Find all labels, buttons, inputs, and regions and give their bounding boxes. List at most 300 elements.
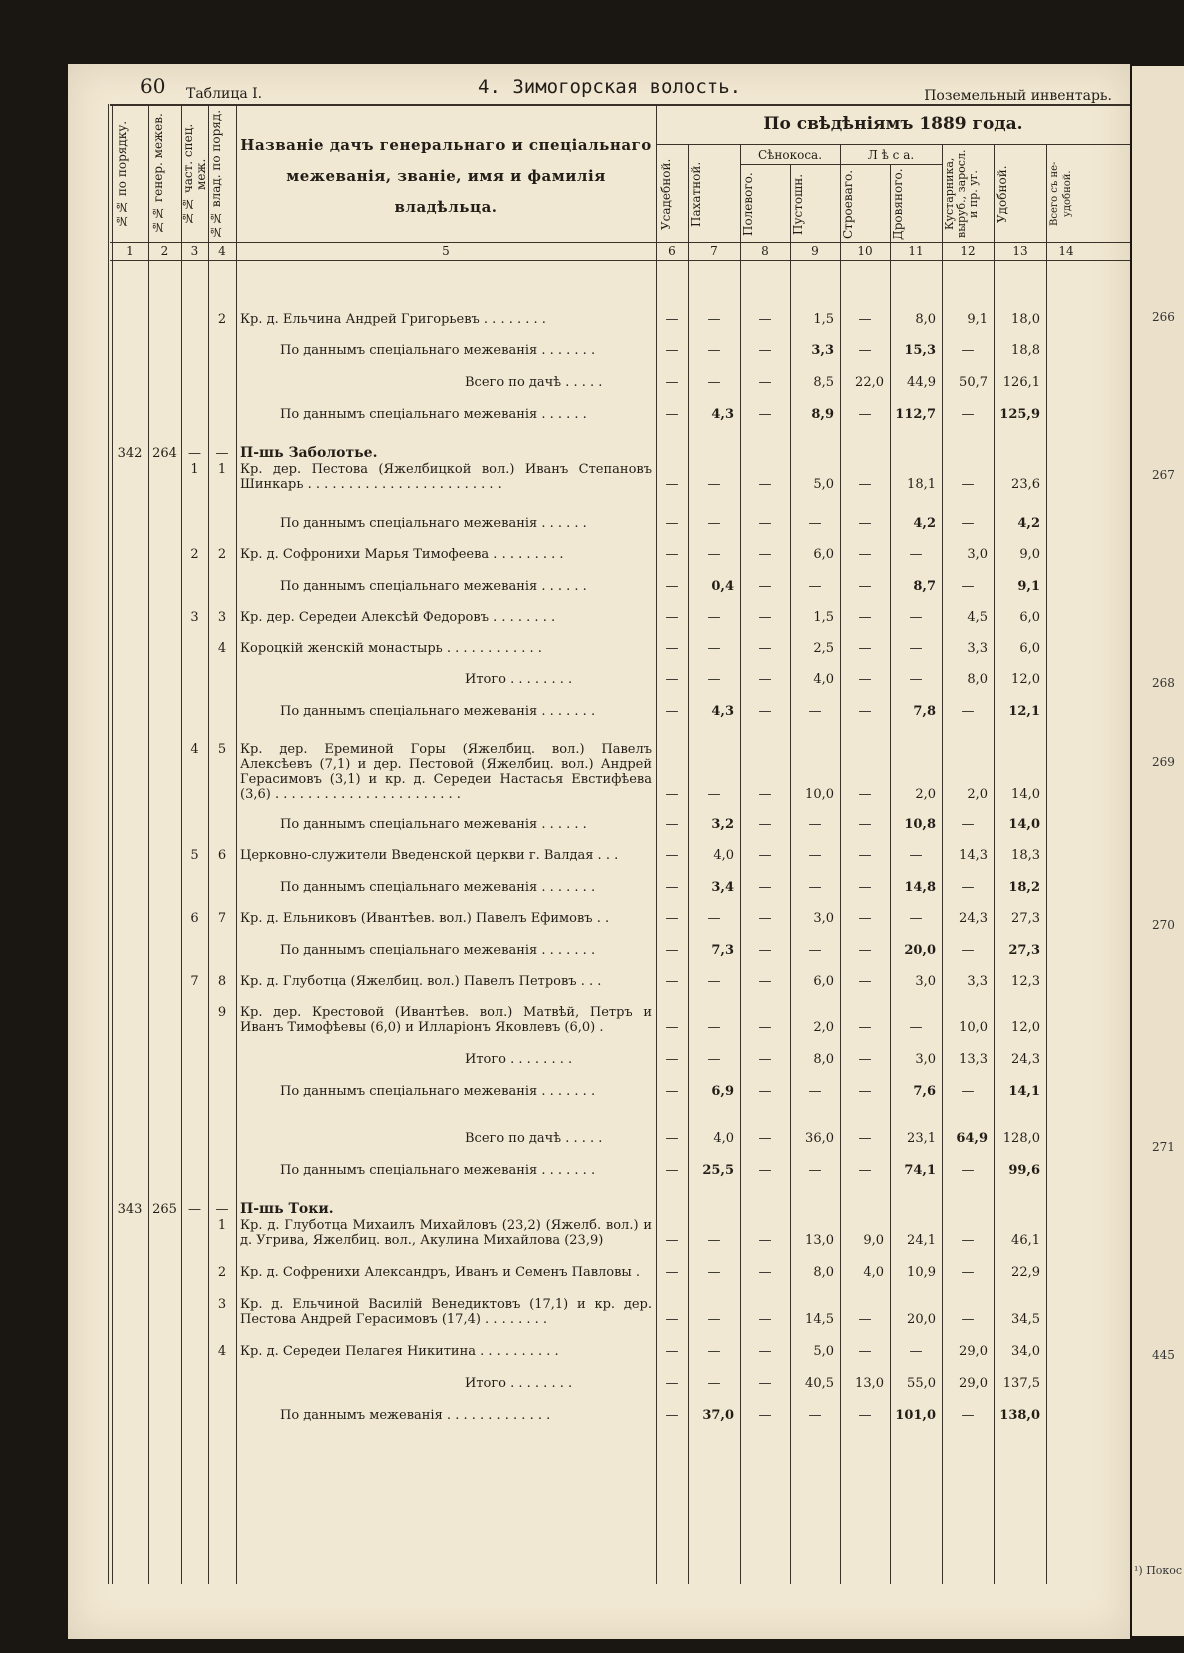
- owner-name: Кр. дер. Середеи Алексѣй Федоровъ . . . . . . . .: [240, 610, 556, 625]
- row-index-c4: 9: [217, 1005, 227, 1020]
- value-col-10: —: [858, 787, 872, 802]
- value-col-9: —: [808, 848, 822, 863]
- value-col-11: 15,3: [904, 343, 936, 358]
- value-col-10: —: [858, 641, 872, 656]
- header-col-12: Кустарника, выруб., заросл. и пр. уг.: [943, 149, 980, 239]
- value-col-8: —: [758, 943, 772, 958]
- value-col-7: 4,3: [711, 407, 734, 422]
- value-col-8: —: [758, 641, 772, 656]
- value-col-11: 10,9: [907, 1265, 936, 1280]
- value-col-10: —: [858, 1163, 872, 1178]
- row-index-c3: 5: [190, 848, 199, 863]
- owner-name: По даннымъ спеціальнаго межеванія . . . . . .: [280, 817, 587, 832]
- value-col-10: —: [858, 848, 872, 863]
- value-col-13: 46,1: [1011, 1233, 1040, 1248]
- value-col-13: 6,0: [1019, 641, 1040, 656]
- value-col-7: —: [707, 547, 721, 562]
- row-index-c4: 4: [217, 641, 227, 656]
- value-col-6: —: [665, 817, 679, 832]
- value-col-9: —: [808, 1084, 822, 1099]
- value-col-10: —: [858, 1344, 872, 1359]
- value-col-12: 4,5: [967, 610, 988, 625]
- value-col-11: —: [909, 641, 923, 656]
- column-number-3: 3: [190, 244, 199, 258]
- value-col-7: —: [707, 312, 721, 327]
- value-col-11: —: [909, 848, 923, 863]
- value-col-7: 4,0: [713, 1131, 734, 1146]
- value-col-9: 2,0: [813, 1020, 834, 1035]
- row-index-c3: 2: [190, 547, 199, 562]
- value-col-8: —: [758, 343, 772, 358]
- value-col-11: 14,8: [904, 880, 936, 895]
- value-col-7: —: [707, 375, 721, 390]
- value-col-9: —: [808, 880, 822, 895]
- value-col-12: —: [961, 1233, 975, 1248]
- owner-name: Итого . . . . . . . .: [465, 672, 573, 687]
- value-col-13: 18,8: [1011, 343, 1040, 358]
- row-index-c4: 1: [217, 462, 227, 477]
- value-col-9: —: [808, 943, 822, 958]
- column-number-2: 2: [160, 244, 169, 258]
- adjacent-row-number: 268: [1152, 676, 1175, 690]
- row-index-c4: 7: [217, 911, 227, 926]
- value-col-12: 50,7: [959, 375, 988, 390]
- value-col-11: 112,7: [895, 407, 936, 422]
- value-col-10: —: [858, 1052, 872, 1067]
- value-col-11: 4,2: [913, 516, 936, 531]
- value-col-6: —: [665, 1312, 679, 1327]
- owner-name: По даннымъ спеціальнаго межеванія . . . . . . .: [280, 943, 596, 958]
- value-col-6: —: [665, 579, 679, 594]
- value-col-9: —: [808, 1163, 822, 1178]
- value-col-8: —: [758, 1020, 772, 1035]
- header-col-1: №№ по порядку.: [115, 120, 129, 228]
- value-col-7: —: [707, 974, 721, 989]
- row-index-c4: 4: [217, 1344, 227, 1359]
- value-col-8: —: [758, 579, 772, 594]
- value-col-13: 14,1: [1008, 1084, 1040, 1099]
- header-col-8: Полевого.: [741, 172, 755, 236]
- header-col-13: Удобной.: [995, 165, 1009, 223]
- row-index-c4: 3: [217, 610, 227, 625]
- owner-name: Кр. дер. Крестовой (Ивантѣев. вол.) Матвѣй, Петръ и Иванъ Тимофѣевы (6,0) и Илларіонъ Яковлевъ (6,0) .: [240, 1005, 652, 1035]
- page-number: 60: [140, 74, 166, 98]
- value-col-11: —: [909, 610, 923, 625]
- value-col-10: —: [858, 407, 872, 422]
- value-col-7: 3,2: [711, 817, 734, 832]
- owner-name: По даннымъ спеціальнаго межеванія . . . . . . .: [280, 1084, 596, 1099]
- row-index-c2: 264: [152, 446, 177, 461]
- value-col-6: —: [665, 312, 679, 327]
- row-index-c4: 8: [217, 974, 227, 989]
- owner-name: По даннымъ спеціальнаго межеванія . . . . . . .: [280, 1163, 596, 1178]
- value-col-10: —: [858, 610, 872, 625]
- value-col-12: 64,9: [956, 1131, 988, 1146]
- value-col-13: 9,1: [1017, 579, 1040, 594]
- value-col-11: 2,0: [915, 787, 936, 802]
- value-col-6: —: [665, 375, 679, 390]
- adjacent-footnote: ¹) Покос: [1134, 1564, 1183, 1577]
- value-col-7: —: [707, 477, 721, 492]
- row-index-c3: 4: [190, 742, 199, 757]
- value-col-8: —: [758, 516, 772, 531]
- value-col-9: 6,0: [813, 547, 834, 562]
- value-col-6: —: [665, 1344, 679, 1359]
- value-col-10: —: [858, 704, 872, 719]
- row-index-c4: 6: [217, 848, 227, 863]
- value-col-13: 128,0: [1002, 1131, 1040, 1146]
- adjacent-row-number: 266: [1152, 310, 1175, 324]
- owner-name: Кр. д. Середеи Пелагея Никитина . . . . . . . . . .: [240, 1344, 559, 1359]
- row-index-c4: 5: [217, 742, 227, 757]
- value-col-13: 125,9: [999, 407, 1040, 422]
- value-col-10: —: [858, 1020, 872, 1035]
- value-col-9: 8,0: [813, 1265, 834, 1280]
- owner-name: По даннымъ спеціальнаго межеванія . . . . . .: [280, 407, 587, 422]
- owner-name: Кр. д. Софронихи Марья Тимофеева . . . . . . . . .: [240, 547, 564, 562]
- value-col-8: —: [758, 787, 772, 802]
- value-col-10: —: [858, 880, 872, 895]
- row-index-c4: 1: [217, 1218, 227, 1233]
- owner-name: По даннымъ спеціальнаго межеванія . . . . . . .: [280, 880, 596, 895]
- value-col-9: 3,0: [813, 911, 834, 926]
- value-col-8: —: [758, 1233, 772, 1248]
- value-col-7: —: [707, 1312, 721, 1327]
- value-col-10: 22,0: [855, 375, 884, 390]
- adjacent-page-strip: [1132, 66, 1184, 1636]
- value-col-8: —: [758, 1163, 772, 1178]
- value-col-13: 12,1: [1008, 704, 1040, 719]
- header-col-3: №№ част. спец. меж.: [181, 123, 208, 225]
- owner-name: Кр. д. Ельчиной Василій Венедиктовъ (17,1) и кр. дер. Пестова Андрей Герасимовъ (17,4) . . . . . . . .: [240, 1297, 652, 1327]
- owner-name: Кр. д. Софренихи Александръ, Иванъ и Семенъ Павловы .: [240, 1265, 641, 1280]
- header-col-6: Усадебной.: [659, 158, 673, 230]
- value-col-6: —: [665, 610, 679, 625]
- value-col-6: —: [665, 704, 679, 719]
- row-index-c1: 342: [117, 446, 143, 461]
- owner-name: По даннымъ спеціальнаго межеванія . . . . . . .: [280, 704, 596, 719]
- column-number-10: 10: [857, 244, 873, 258]
- row-index-c3: —: [188, 1202, 201, 1217]
- value-col-12: —: [961, 579, 975, 594]
- value-col-11: 74,1: [904, 1163, 936, 1178]
- value-col-6: —: [665, 343, 679, 358]
- owner-name: Церковно-служители Введенской церкви г. Валдая . . .: [240, 848, 619, 863]
- value-col-8: —: [758, 880, 772, 895]
- value-col-13: 137,5: [1002, 1376, 1040, 1391]
- row-index-c4: 2: [217, 547, 227, 562]
- value-col-11: —: [909, 672, 923, 687]
- owner-name: Итого . . . . . . . .: [465, 1052, 573, 1067]
- value-col-10: —: [858, 516, 872, 531]
- value-col-6: —: [665, 1163, 679, 1178]
- value-col-7: —: [707, 911, 721, 926]
- value-col-13: 23,6: [1011, 477, 1040, 492]
- value-col-9: —: [808, 579, 822, 594]
- owner-name: Кр. д. Глуботца (Яжелбиц. вол.) Павелъ Петровъ . . .: [240, 974, 602, 989]
- row-index-c4: 2: [217, 1265, 227, 1280]
- value-col-11: —: [909, 911, 923, 926]
- value-col-8: —: [758, 911, 772, 926]
- header-forest-group: Л ѣ с а.: [867, 148, 915, 162]
- value-col-12: 13,3: [959, 1052, 988, 1067]
- inventory-title: Поземельный инвентарь.: [924, 88, 1112, 104]
- column-number-9: 9: [811, 244, 819, 258]
- value-col-7: 3,4: [711, 880, 734, 895]
- value-col-12: 9,1: [967, 312, 988, 327]
- value-col-11: 20,0: [907, 1312, 936, 1327]
- header-col-7: Пахатной.: [689, 161, 703, 227]
- value-col-6: —: [665, 516, 679, 531]
- value-col-8: —: [758, 1052, 772, 1067]
- value-col-6: —: [665, 787, 679, 802]
- value-col-7: —: [707, 610, 721, 625]
- value-col-10: —: [858, 817, 872, 832]
- value-col-13: 27,3: [1008, 943, 1040, 958]
- value-col-9: 1,5: [813, 610, 834, 625]
- header-col-10: Строеваго.: [841, 169, 855, 239]
- value-col-9: 13,0: [805, 1233, 834, 1248]
- value-col-12: —: [961, 1312, 975, 1327]
- value-col-13: 18,3: [1011, 848, 1040, 863]
- header-col-5: Названіе дачъ генеральнаго и спеціальнаго межеванія, званіе, имя и фамилія владѣльца.: [240, 136, 652, 216]
- owner-name: Короцкій женскій монастырь . . . . . . . . . . . .: [240, 641, 542, 656]
- value-col-6: —: [665, 974, 679, 989]
- value-col-10: —: [858, 312, 872, 327]
- owner-name: Кр. д. Ельниковъ (Ивантѣев. вол.) Павелъ Ефимовъ . .: [240, 911, 610, 926]
- value-col-13: 12,0: [1011, 672, 1040, 687]
- volost-title: 4. Зимогорская волость.: [478, 76, 742, 98]
- value-col-7: 37,0: [702, 1408, 734, 1423]
- column-number-11: 11: [908, 244, 924, 258]
- value-col-7: 7,3: [711, 943, 734, 958]
- section-heading: П-шь Токи.: [240, 1201, 334, 1217]
- value-col-8: —: [758, 312, 772, 327]
- value-col-7: —: [707, 516, 721, 531]
- value-col-8: —: [758, 1376, 772, 1391]
- column-number-1: 1: [126, 244, 134, 258]
- value-col-11: 101,0: [895, 1408, 936, 1423]
- value-col-11: 24,1: [907, 1233, 936, 1248]
- value-col-12: —: [961, 407, 975, 422]
- value-col-12: —: [961, 343, 975, 358]
- value-col-6: —: [665, 641, 679, 656]
- header-meadow-group: Сѣнокоса.: [757, 148, 823, 162]
- value-col-9: 14,5: [805, 1312, 834, 1327]
- owner-name: По даннымъ спеціальнаго межеванія . . . . . .: [280, 516, 587, 531]
- owner-name: Кр. дер. Ереминой Горы (Яжелбиц. вол.) Павелъ Алексѣевъ (7,1) и дер. Пестовой (Яжелбиц. вол.) Андрей Герасимовъ (3,1) и кр. д. Середеи Настасья Евстифѣева (3,6) . . . . . . . . . . . . . . . . . . . . . . .: [240, 742, 652, 802]
- value-col-12: 14,3: [959, 848, 988, 863]
- value-col-11: 8,0: [915, 312, 936, 327]
- value-col-7: —: [707, 1376, 721, 1391]
- value-col-7: 6,9: [711, 1084, 734, 1099]
- value-col-6: —: [665, 1233, 679, 1248]
- value-col-10: —: [858, 477, 872, 492]
- value-col-7: 4,3: [711, 704, 734, 719]
- value-col-11: 44,9: [907, 375, 936, 390]
- value-col-13: 12,3: [1011, 974, 1040, 989]
- value-col-9: 8,0: [813, 1052, 834, 1067]
- value-col-7: —: [707, 1265, 721, 1280]
- value-col-10: 9,0: [863, 1233, 884, 1248]
- row-index-c4: —: [215, 446, 229, 461]
- value-col-8: —: [758, 1265, 772, 1280]
- value-col-13: 138,0: [999, 1408, 1040, 1423]
- value-col-10: —: [858, 974, 872, 989]
- value-col-12: 2,0: [967, 787, 988, 802]
- value-col-13: 18,0: [1011, 312, 1040, 327]
- value-col-7: 4,0: [713, 848, 734, 863]
- value-col-10: —: [858, 1131, 872, 1146]
- value-col-7: —: [707, 787, 721, 802]
- column-number-14: 14: [1058, 244, 1074, 258]
- value-col-9: 6,0: [813, 974, 834, 989]
- value-col-11: 8,7: [913, 579, 936, 594]
- value-col-10: —: [858, 1084, 872, 1099]
- value-col-12: 3,3: [967, 974, 988, 989]
- value-col-10: 4,0: [863, 1265, 884, 1280]
- value-col-6: —: [665, 1265, 679, 1280]
- value-col-6: —: [665, 477, 679, 492]
- adjacent-row-number: 271: [1152, 1140, 1175, 1154]
- value-col-13: 14,0: [1008, 817, 1040, 832]
- value-col-6: —: [665, 848, 679, 863]
- adjacent-row-number: 270: [1152, 918, 1175, 932]
- value-col-11: —: [909, 1020, 923, 1035]
- value-col-11: 20,0: [904, 943, 936, 958]
- value-col-8: —: [758, 1312, 772, 1327]
- value-col-8: —: [758, 848, 772, 863]
- column-number-6: 6: [668, 244, 676, 258]
- value-col-10: —: [858, 1408, 872, 1423]
- value-col-12: —: [961, 880, 975, 895]
- value-col-11: 55,0: [907, 1376, 936, 1391]
- row-index-c2: 265: [152, 1202, 177, 1217]
- owner-name: По даннымъ межеванія . . . . . . . . . . . . .: [280, 1408, 551, 1423]
- value-col-8: —: [758, 974, 772, 989]
- value-col-11: 7,8: [913, 704, 936, 719]
- owner-name: Кр. дер. Пестова (Яжелбицкой вол.) Иванъ Степановъ Шинкарь . . . . . . . . . . . . . . . . . . . . . . . .: [240, 462, 652, 492]
- value-col-12: 29,0: [959, 1376, 988, 1391]
- value-col-6: —: [665, 1084, 679, 1099]
- header-col-9: Пустошн.: [791, 173, 805, 235]
- row-index-c4: —: [215, 1202, 229, 1217]
- value-col-7: 25,5: [702, 1163, 734, 1178]
- owner-name: Всего по дачѣ . . . . .: [465, 1131, 603, 1146]
- header-col-2: №№ генер. межев.: [151, 113, 165, 235]
- value-col-7: —: [707, 672, 721, 687]
- value-col-12: 10,0: [959, 1020, 988, 1035]
- value-col-10: —: [858, 672, 872, 687]
- owner-name: Всего по дачѣ . . . . .: [465, 375, 603, 390]
- value-col-13: 99,6: [1008, 1163, 1040, 1178]
- value-col-8: —: [758, 477, 772, 492]
- value-col-13: 12,0: [1011, 1020, 1040, 1035]
- value-col-9: 1,5: [813, 312, 834, 327]
- value-col-13: 6,0: [1019, 610, 1040, 625]
- value-col-8: —: [758, 704, 772, 719]
- value-col-7: —: [707, 343, 721, 358]
- value-col-6: —: [665, 1052, 679, 1067]
- value-col-8: —: [758, 672, 772, 687]
- row-index-c3: —: [188, 446, 201, 461]
- value-col-6: —: [665, 1408, 679, 1423]
- row-index-c4: 2: [217, 312, 227, 327]
- value-col-11: 3,0: [915, 1052, 936, 1067]
- header-col-11: Дровяного.: [891, 168, 905, 240]
- value-col-12: —: [961, 817, 975, 832]
- value-col-6: —: [665, 1020, 679, 1035]
- value-col-9: 36,0: [805, 1131, 834, 1146]
- owner-name: Кр. д. Глуботца Михаилъ Михайловъ (23,2) (Яжелб. вол.) и д. Угрива, Яжелбиц. вол., Акулина Михайлова (23,9): [240, 1218, 652, 1248]
- value-col-6: —: [665, 1131, 679, 1146]
- owner-name: Итого . . . . . . . .: [465, 1376, 573, 1391]
- value-col-8: —: [758, 817, 772, 832]
- column-number-8: 8: [761, 244, 769, 258]
- row-index-c4: 3: [217, 1297, 227, 1312]
- value-col-12: —: [961, 1265, 975, 1280]
- value-col-13: 4,2: [1017, 516, 1040, 531]
- value-col-12: 3,0: [967, 547, 988, 562]
- value-col-13: 24,3: [1011, 1052, 1040, 1067]
- value-col-7: —: [707, 1344, 721, 1359]
- value-col-9: —: [808, 817, 822, 832]
- value-col-10: —: [858, 911, 872, 926]
- value-col-7: —: [707, 1233, 721, 1248]
- value-col-7: —: [707, 641, 721, 656]
- value-col-8: —: [758, 1131, 772, 1146]
- owner-name: По даннымъ спеціальнаго межеванія . . . . . .: [280, 579, 587, 594]
- value-col-8: —: [758, 375, 772, 390]
- value-col-10: 13,0: [855, 1376, 884, 1391]
- value-col-9: 5,0: [813, 477, 834, 492]
- header-col-14: Всего съ не-удобной.: [1049, 161, 1073, 227]
- value-col-10: —: [858, 1312, 872, 1327]
- value-col-11: —: [909, 547, 923, 562]
- value-col-13: 34,5: [1011, 1312, 1040, 1327]
- header-1889-group: По свѣдѣніямъ 1889 года.: [763, 114, 1023, 134]
- value-col-9: 4,0: [813, 672, 834, 687]
- row-index-c3: 7: [190, 974, 199, 989]
- value-col-11: 3,0: [915, 974, 936, 989]
- value-col-8: —: [758, 610, 772, 625]
- value-col-7: —: [707, 1020, 721, 1035]
- value-col-9: 10,0: [805, 787, 834, 802]
- value-col-6: —: [665, 880, 679, 895]
- value-col-11: 18,1: [907, 477, 936, 492]
- row-index-c3: 3: [190, 610, 199, 625]
- value-col-9: 40,5: [805, 1376, 834, 1391]
- value-col-9: 8,9: [811, 407, 834, 422]
- value-col-10: —: [858, 343, 872, 358]
- value-col-6: —: [665, 1376, 679, 1391]
- value-col-11: 23,1: [907, 1131, 936, 1146]
- value-col-12: 3,3: [967, 641, 988, 656]
- row-index-c3: 1: [190, 462, 199, 477]
- column-number-5: 5: [442, 244, 450, 258]
- value-col-9: —: [808, 516, 822, 531]
- table-label: Таблица I.: [186, 86, 263, 102]
- value-col-11: —: [909, 1344, 923, 1359]
- header-col-4: №№ влад. по поряд.: [209, 109, 223, 239]
- value-col-8: —: [758, 1408, 772, 1423]
- value-col-8: —: [758, 1084, 772, 1099]
- value-col-12: —: [961, 704, 975, 719]
- value-col-12: 24,3: [959, 911, 988, 926]
- value-col-8: —: [758, 1344, 772, 1359]
- value-col-6: —: [665, 943, 679, 958]
- value-col-10: —: [858, 943, 872, 958]
